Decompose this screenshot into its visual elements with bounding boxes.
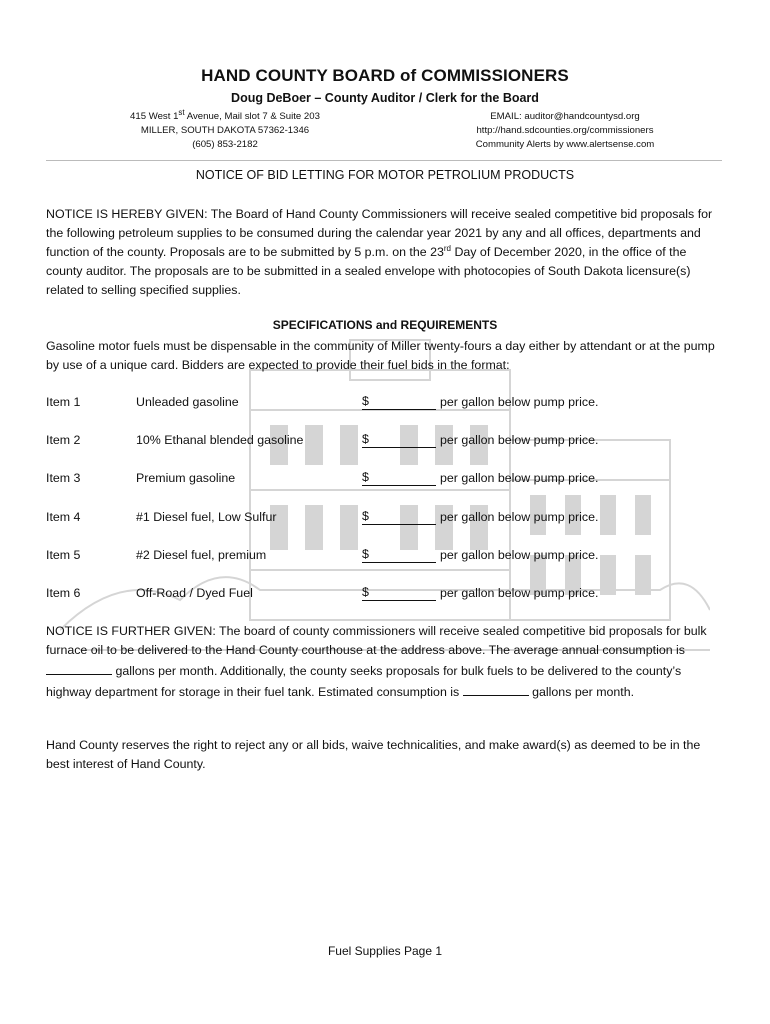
document-subtitle: Doug DeBoer – County Auditor / Clerk for the Board	[231, 91, 539, 105]
courthouse-watermark-icon	[60, 330, 710, 660]
item-description: #2 Diesel fuel, premium	[136, 548, 267, 562]
address-line-1: 415 West 1st Avenue, Mail slot 7 & Suite 203	[130, 107, 320, 122]
price-suffix: per gallon below pump price.	[440, 395, 599, 409]
price-suffix: per gallon below pump price.	[440, 510, 599, 524]
specifications-heading: SPECIFICATIONS and REQUIREMENTS	[272, 318, 498, 332]
highway-fuel-consumption-blank	[463, 681, 529, 696]
website-url: http://hand.sdcounties.org/commissioners	[476, 125, 654, 136]
price-blank: $	[362, 430, 436, 448]
email-address: EMAIL: auditor@handcountysd.org	[490, 111, 640, 122]
bid-item-row	[46, 507, 726, 527]
item-number: Item 3	[46, 471, 81, 485]
notice-paragraph-3: Hand County reserves the right to reject any or all bids, waive technicalities, and make award(s) as deemed to be in the best interest of Hand County.	[46, 738, 701, 771]
community-alerts: Community Alerts by www.alertsense.com	[475, 139, 655, 150]
price-blank: $	[362, 507, 436, 525]
bid-item-row	[46, 468, 726, 488]
bid-item-row	[46, 583, 726, 603]
notice-paragraph-1: NOTICE IS HEREBY GIVEN: The Board of Hand County Commissioners will receive sealed competitive bid proposals for the following petroleum supplies to be consumed during the calendar year 2021 by any and all offices, departments and function of the county. Proposals are to be submitted by 5 p.m. on the 23rd Day of December 2020, in the office of the county auditor. The proposals are to be submitted in a sealed envelope with photocopies of South Dakota licensure(s) related to selling specified supplies.	[46, 207, 713, 297]
price-suffix: per gallon below pump price.	[440, 471, 599, 485]
item-description: Unleaded gasoline	[136, 395, 239, 409]
header-divider	[46, 160, 722, 161]
item-number: Item 4	[46, 510, 81, 524]
price-blank: $	[362, 583, 436, 601]
item-description: #1 Diesel fuel, Low Sulfur	[136, 510, 277, 524]
price-suffix: per gallon below pump price.	[440, 548, 599, 562]
price-blank: $	[362, 468, 436, 486]
item-number: Item 5	[46, 548, 81, 562]
item-number: Item 6	[46, 586, 81, 600]
specifications-text: Gasoline motor fuels must be dispensable in the community of Miller twenty-fours a day either by attendant or at the pump by use of a unique card. Bidders are expected to provide their fuel bids in the format:	[46, 339, 715, 372]
price-suffix: per gallon below pump price.	[440, 433, 599, 447]
price-blank: $	[362, 545, 436, 563]
bid-item-row	[46, 392, 726, 412]
notice-paragraph-2: NOTICE IS FURTHER GIVEN: The board of county commissioners will receive sealed competitive bid proposals for bulk furnace oil to be delivered to the Hand County courthouse at the address above. The average annual consumption is gallons per month. Additionally, the county seeks proposals for bulk fuels to be delivered to the county’s highway department for storage in their fuel tank. Estimated consumption is gallons per month.	[46, 624, 707, 699]
item-description: Off-Road / Dyed Fuel	[136, 586, 253, 600]
document-title: HAND COUNTY BOARD of COMMISSIONERS	[201, 66, 569, 85]
furnace-oil-consumption-blank	[46, 660, 112, 675]
notice-title: NOTICE OF BID LETTING FOR MOTOR PETROLIUM PRODUCTS	[195, 168, 575, 182]
bid-item-row	[46, 430, 726, 450]
phone-number: (605) 853-2182	[192, 139, 258, 150]
bid-item-row	[46, 545, 726, 565]
item-number: Item 2	[46, 433, 81, 447]
contact-info	[400, 110, 730, 152]
price-blank: $	[362, 392, 436, 410]
page-footer: Fuel Supplies Page 1	[327, 944, 443, 958]
mailing-address	[80, 107, 370, 152]
address-line-2: MILLER, SOUTH DAKOTA 57362-1346	[140, 125, 310, 136]
item-description: Premium gasoline	[136, 471, 236, 485]
price-suffix: per gallon below pump price.	[440, 586, 599, 600]
item-description: 10% Ethanal blended gasoline	[136, 433, 304, 447]
item-number: Item 1	[46, 395, 81, 409]
